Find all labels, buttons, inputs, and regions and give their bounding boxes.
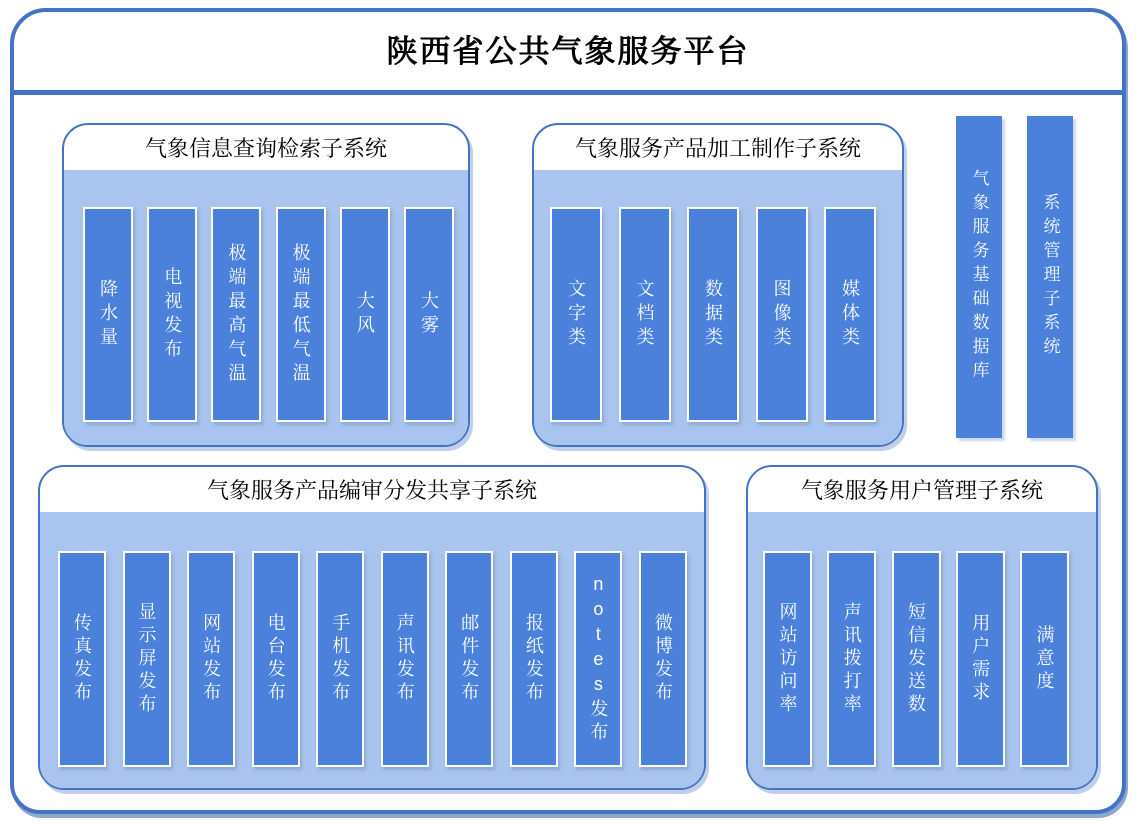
platform-title: 陕西省公共气象服务平台 <box>386 34 750 69</box>
item-bar-notes-release: notes发布 <box>574 551 622 767</box>
panel-title: 气象服务产品加工制作子系统 <box>574 136 861 161</box>
item-bar-mobile-release: 手机发布 <box>316 551 364 767</box>
item-bar-document-type: 文档类 <box>619 207 671 422</box>
item-bar-weibo-release: 微博发布 <box>639 551 687 767</box>
title-divider <box>10 90 1126 95</box>
item-bar-fax-release: 传真发布 <box>58 551 106 767</box>
item-bar-voice-call-rate: 声讯拨打率 <box>827 551 876 767</box>
item-bar-newspaper-release: 报纸发布 <box>510 551 558 767</box>
item-bar-extreme-min-temp: 极端最低气温 <box>276 207 326 422</box>
item-bar-radio-release: 电台发布 <box>252 551 300 767</box>
item-bar-gale: 大风 <box>340 207 390 422</box>
item-bar-user-demand: 用户需求 <box>956 551 1005 767</box>
panel-body <box>64 170 468 445</box>
item-bar-satisfaction: 满意度 <box>1020 551 1069 767</box>
item-bar-email-release: 邮件发布 <box>445 551 493 767</box>
panel-title: 气象服务用户管理子系统 <box>800 478 1043 503</box>
side-bar-system-management-subsystem: 系统管理子系统 <box>1027 116 1073 438</box>
item-bar-image-type: 图像类 <box>756 207 808 422</box>
item-bar-voice-release: 声讯发布 <box>381 551 429 767</box>
item-bar-display-screen-release: 显示屏发布 <box>123 551 171 767</box>
panel-body <box>534 170 902 445</box>
item-bar-fog: 大雾 <box>404 207 454 422</box>
panel-user-management-subsystem <box>746 465 1098 790</box>
item-bar-sms-send-count: 短信发送数 <box>892 551 941 767</box>
panel-title: 气象信息查询检索子系统 <box>144 136 387 161</box>
panel-body <box>40 512 704 788</box>
panel-query-retrieval-subsystem <box>62 123 470 447</box>
item-bar-tv-release: 电视发布 <box>147 207 197 422</box>
item-bar-media-type: 媒体类 <box>824 207 876 422</box>
side-bar-basic-database: 气象服务基础数据库 <box>956 116 1002 438</box>
panel-body <box>748 512 1096 788</box>
item-bar-website-visit-rate: 网站访问率 <box>763 551 812 767</box>
panel-distribution-sharing-subsystem <box>38 465 706 790</box>
item-bar-text-type: 文字类 <box>550 207 602 422</box>
item-bar-data-type: 数据类 <box>687 207 739 422</box>
panel-product-production-subsystem <box>532 123 904 447</box>
panel-title: 气象服务产品编审分发共享子系统 <box>206 478 537 503</box>
item-bar-website-release: 网站发布 <box>187 551 235 767</box>
item-bar-precipitation: 降水量 <box>83 207 133 422</box>
item-bar-extreme-max-temp: 极端最高气温 <box>211 207 261 422</box>
